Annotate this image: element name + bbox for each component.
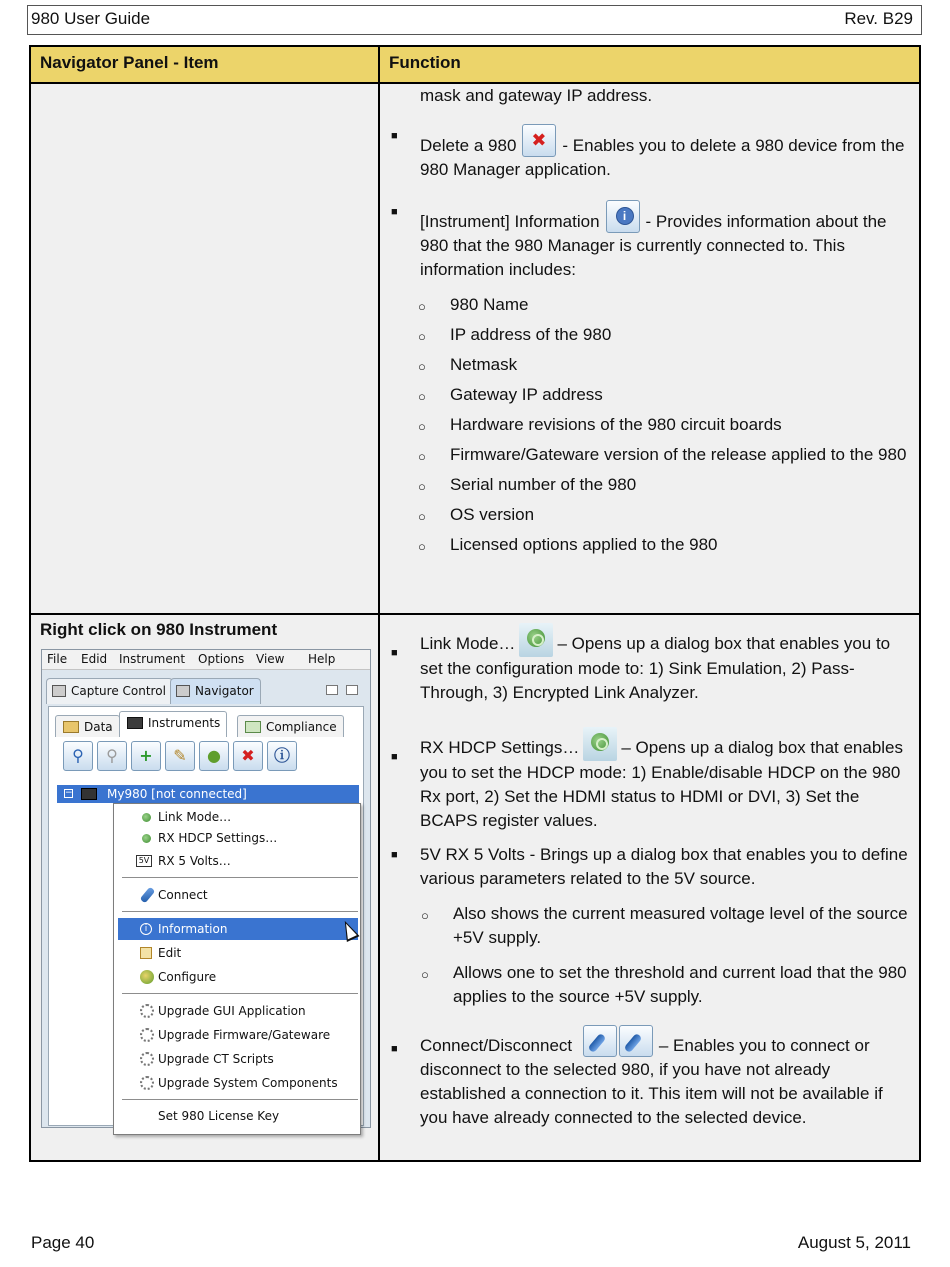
info-button[interactable]: ⓘ — [267, 741, 297, 771]
connect-icon — [140, 887, 156, 904]
menu-item-upgrade-ct-scripts[interactable]: Upgrade CT Scripts — [118, 1048, 358, 1070]
info-list-item: ○ Netmask — [418, 355, 518, 374]
delete-bullet: ■ Delete a 980✖ - Enables you to delete a 980 device from the 980 Manager application. — [380, 124, 919, 182]
menu-view[interactable]: View — [256, 652, 285, 666]
information-icon — [606, 200, 640, 233]
rx-hdcp-bullet: ■ RX HDCP Settings… – Opens up a dialog box that enables you to set the HDCP mode: 1) Enable/disable HDCP on the 980 Rx port, 2) Set the HDMI status to HDMI or DVI, 3) Set the BCAPS register values. — [380, 727, 919, 833]
link-mode-bullet: ■ Link Mode… – Opens up a dialog box that enables you to set the configuration mode to: 1) Sink Emulation, 2) Pass-Through, 3) Encrypted Link Analyzer. — [380, 623, 919, 705]
row2-title: Right click on 980 Instrument — [40, 620, 278, 639]
panel-tabs — [46, 676, 366, 706]
info-list-item: ○ Licensed options applied to the 980 — [418, 535, 718, 554]
information-icon: i — [140, 923, 152, 935]
col-header-function: Function — [379, 46, 920, 83]
connect-disconnect-bullet: ■ Connect/Disconnect – Enables you to connect or disconnect to the selected 980, if you have not already established a connection to it. This item will not be available if you have already connected to the selected device. — [380, 1025, 919, 1130]
menu-edid[interactable]: Edid — [81, 652, 108, 666]
menu-help[interactable]: Help — [308, 652, 336, 666]
device-icon — [81, 788, 97, 800]
configure-button[interactable]: ● — [199, 741, 229, 771]
continued-text: mask and gateway IP address. — [420, 86, 653, 105]
edit-button[interactable]: ✎ — [165, 741, 195, 771]
connect-icon — [583, 1025, 617, 1057]
gear-icon — [140, 1076, 154, 1090]
row1-function-cell — [379, 83, 920, 614]
row1-item-cell — [30, 83, 379, 614]
info-list-item: ○ Serial number of the 980 — [418, 475, 637, 494]
link-mode-icon — [142, 813, 151, 822]
navigator-icon — [176, 685, 190, 697]
link-mode-icon — [519, 623, 553, 657]
gear-icon — [140, 1052, 154, 1066]
navigator-panel — [48, 706, 364, 1126]
compliance-icon — [245, 721, 261, 733]
info-list-item: ○ 980 Name — [418, 295, 529, 314]
menu-item-upgrade-gui[interactable]: Upgrade GUI Application — [118, 1000, 358, 1022]
page-number: Page 40 — [31, 1233, 95, 1252]
info-list-item: ○ Gateway IP address — [418, 385, 603, 404]
disconnect-icon — [619, 1025, 653, 1057]
tab-instruments[interactable]: Instruments — [119, 711, 227, 737]
tab-compliance[interactable]: Compliance — [237, 715, 344, 737]
context-menu — [113, 803, 361, 1135]
instrument-icon — [127, 717, 143, 729]
collapse-icon[interactable]: − — [65, 788, 73, 798]
menu-options[interactable]: Options — [198, 652, 245, 666]
menu-item-connect[interactable]: Connect — [118, 884, 358, 906]
tab-data[interactable]: Data — [55, 715, 120, 737]
delete-button[interactable]: ✖ — [233, 741, 263, 771]
capture-icon — [52, 685, 66, 697]
information-bullet: ■ [Instrument] Informationi - Provides information about the 980 that the 980 Manager is currently connected to. This information includes: — [380, 200, 919, 282]
menu-separator — [122, 877, 358, 878]
tree-item-my980[interactable]: − My980 [not connected] — [57, 785, 359, 803]
info-list-item: ○ Firmware/Gateware version of the release applied to the 980 — [418, 445, 907, 464]
menu-item-link-mode[interactable]: Link Mode… — [118, 806, 358, 828]
add-button[interactable]: + — [131, 741, 161, 771]
folder-icon — [63, 721, 79, 733]
context-menu-screenshot — [41, 649, 371, 1128]
menu-separator — [122, 1099, 358, 1100]
gear-icon — [140, 1028, 154, 1042]
maximize-icon[interactable] — [346, 685, 358, 695]
menu-item-upgrade-system[interactable]: Upgrade System Components — [118, 1072, 358, 1094]
window-buttons — [318, 684, 358, 698]
info-list-item: ○ IP address of the 980 — [418, 325, 612, 344]
disconnect-button[interactable]: ⚲ — [97, 741, 127, 771]
info-list-item: ○ Hardware revisions of the 980 circuit boards — [418, 415, 782, 434]
menu-item-edit[interactable]: Edit — [118, 942, 358, 964]
row2-function-cell — [379, 614, 920, 1161]
gear-icon — [140, 1004, 154, 1018]
menu-file[interactable]: File — [47, 652, 68, 666]
volts-list-item: ○ Also shows the current measured voltage level of the source +5V supply. — [421, 904, 908, 947]
menu-separator — [122, 911, 358, 912]
header-revision: Rev. B29 — [844, 9, 913, 28]
menu-item-configure[interactable]: Configure — [118, 966, 358, 988]
minimize-icon[interactable] — [326, 685, 338, 695]
tab-capture-control[interactable]: Capture Control — [46, 678, 173, 704]
page-header — [27, 5, 922, 35]
menu-item-license-key[interactable]: Set 980 License Key — [158, 1109, 280, 1123]
instrument-tree — [55, 779, 359, 1124]
connect-button[interactable]: ⚲ — [63, 741, 93, 771]
menu-item-information[interactable]: i Information — [118, 918, 358, 940]
row2-item-cell — [30, 614, 379, 1161]
menu-instrument[interactable]: Instrument — [119, 652, 186, 666]
tab-navigator[interactable]: Navigator — [170, 678, 261, 704]
info-list-item: ○ OS version — [418, 505, 535, 524]
menu-item-rx-hdcp[interactable]: RX HDCP Settings… — [118, 827, 358, 849]
col-header-item: Navigator Panel - Item — [30, 46, 379, 83]
header-title: 980 User Guide — [31, 9, 151, 28]
menu-bar — [42, 650, 370, 670]
page-date: August 5, 2011 — [797, 1233, 911, 1252]
menu-separator — [122, 993, 358, 994]
volts-list-item: ○ Allows one to set the threshold and current load that the 980 applies to the source +5V supply. — [421, 963, 907, 1006]
5v-icon: 5V — [136, 855, 152, 867]
delete-icon — [522, 124, 556, 157]
edit-icon — [140, 947, 152, 959]
configure-icon — [140, 970, 154, 984]
hdcp-settings-icon — [583, 727, 617, 761]
menu-item-rx-5-volts[interactable]: 5V RX 5 Volts… — [118, 850, 358, 872]
rx-5-volts-bullet: ■ 5V RX 5 Volts - Brings up a dialog box that enables you to define various parameters related to the 5V source. — [391, 845, 908, 888]
instrument-toolbar — [55, 741, 355, 775]
navigator-table — [29, 45, 921, 1162]
menu-item-upgrade-firmware[interactable]: Upgrade Firmware/Gateware — [118, 1024, 358, 1046]
inner-tabs — [55, 709, 355, 735]
hdcp-icon — [142, 834, 151, 843]
